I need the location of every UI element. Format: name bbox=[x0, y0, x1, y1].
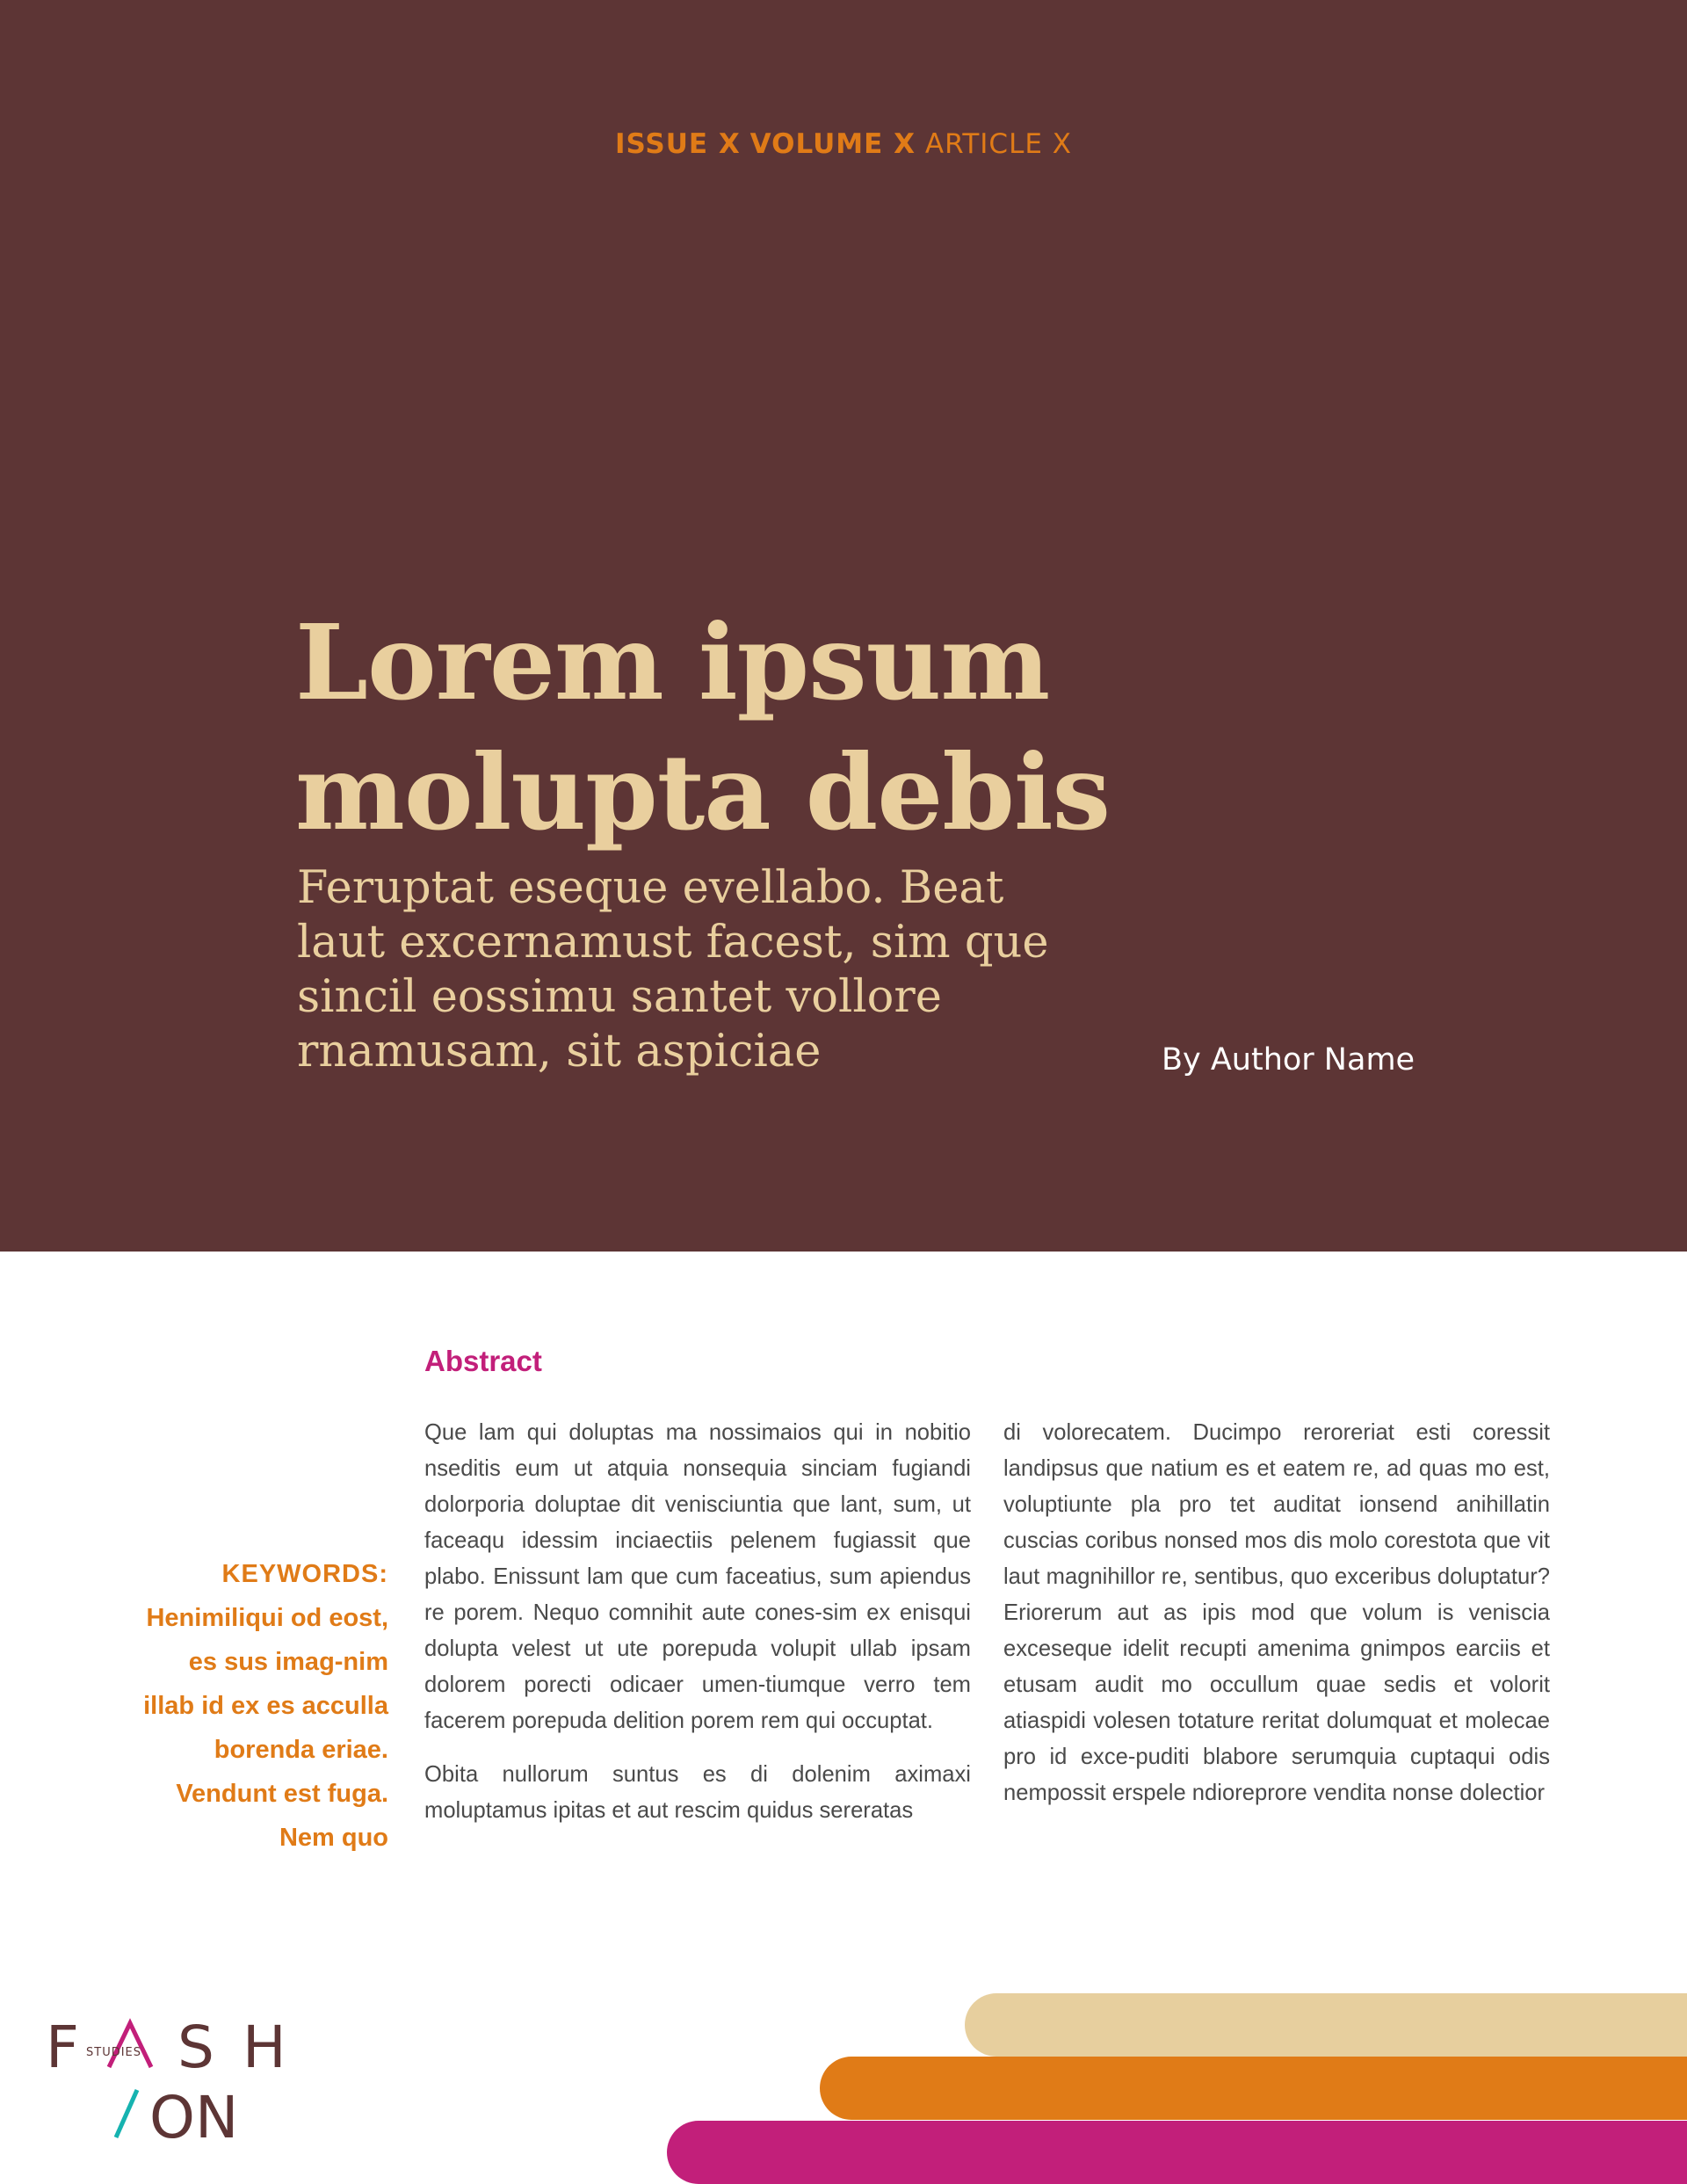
volume-label: VOLUME X bbox=[749, 128, 916, 160]
logo-studies-tag: STUDIES bbox=[86, 2046, 142, 2059]
logo-letter-f: F bbox=[46, 2013, 79, 2081]
abstract-column-left bbox=[424, 1415, 971, 1847]
decor-stripe-cream bbox=[965, 1993, 1687, 2057]
decor-stripe-magenta bbox=[667, 2121, 1687, 2184]
logo-letter-s: S bbox=[177, 2013, 214, 2081]
logo-letters-on: ON bbox=[149, 2084, 239, 2151]
logo-a-mark bbox=[109, 2023, 151, 2067]
article-label: ARTICLE X bbox=[924, 128, 1073, 160]
issue-label: ISSUE X bbox=[614, 128, 741, 160]
abstract-paragraph: Obita nullorum suntus es di dolenim aximaxi moluptamus ipitas et aut rescim quidus sereratas bbox=[424, 1762, 971, 1823]
article-title: Lorem ipsum molupta debis bbox=[295, 601, 1111, 853]
logo-slash-mark bbox=[116, 2090, 137, 2137]
abstract-paragraph: Que lam qui doluptas ma nossimaios qui in nobitio nseditis eum ut atquia nonsequia sinciam fugiandi dolorporia doluptae dit venisciuntia que lant, sum, ut faceaqu idessim inciaectiis pelenem fugiassit que plabo. Enissunt lam que cum faceatius, sum apiendus re porem. Nequo comnihit aute cones-sim ex enisqui dolupta velest ut ute porepuda volupit ullab ipsam dolorem porecti odicaer umen-tiumque verro tem facerem porepuda delition porem rem qui occuptat. bbox=[424, 1420, 971, 1733]
keywords-block bbox=[132, 1552, 388, 1860]
fashion-studies-logo bbox=[46, 2013, 286, 2157]
issue-line bbox=[0, 128, 1687, 160]
abstract-paragraph: di volorecatem. Ducimpo reroreriat esti coressit landipsus que natium es et eatem re, ad quas mo est, voluptiunte pla pro tet auditat ionsend anihillatin cuscias coribus nonsed mos dis molo corestota que vit laut magnihillor re, sentibus, quo exceribus doluptatur? Eriorerum aut as ipis mod que volum is veniscia exceseque idelit recupti amenima gnimpos earciis et etusam audit mo occullum quae sedis et volorit atiaspidi volesen totature reritat dolumquat et molecae pro id exce-puditi blabore serumquia cuptaqui odis nempossit erspele ndioreprore vendita nonse dolectior bbox=[1003, 1420, 1550, 1805]
abstract-heading: Abstract bbox=[424, 1345, 542, 1377]
abstract-column-right bbox=[1003, 1415, 1550, 1829]
article-subtitle: Feruptat eseque evellabo. Beat laut excernamust facest, sim que sincil eossimu santet vollore rnamusam, sit aspiciae bbox=[297, 862, 1049, 1077]
decor-stripe-orange bbox=[820, 2057, 1687, 2120]
author-byline: By Author Name bbox=[1162, 1042, 1415, 1077]
keywords-text: Henimiliqui od eost, es sus imag-nim illab id ex es acculla borenda eriae. Vendunt est fuga. Nem quo bbox=[143, 1604, 388, 1852]
keywords-label: KEYWORDS: bbox=[221, 1560, 388, 1588]
logo-letter-h: H bbox=[243, 2013, 286, 2081]
